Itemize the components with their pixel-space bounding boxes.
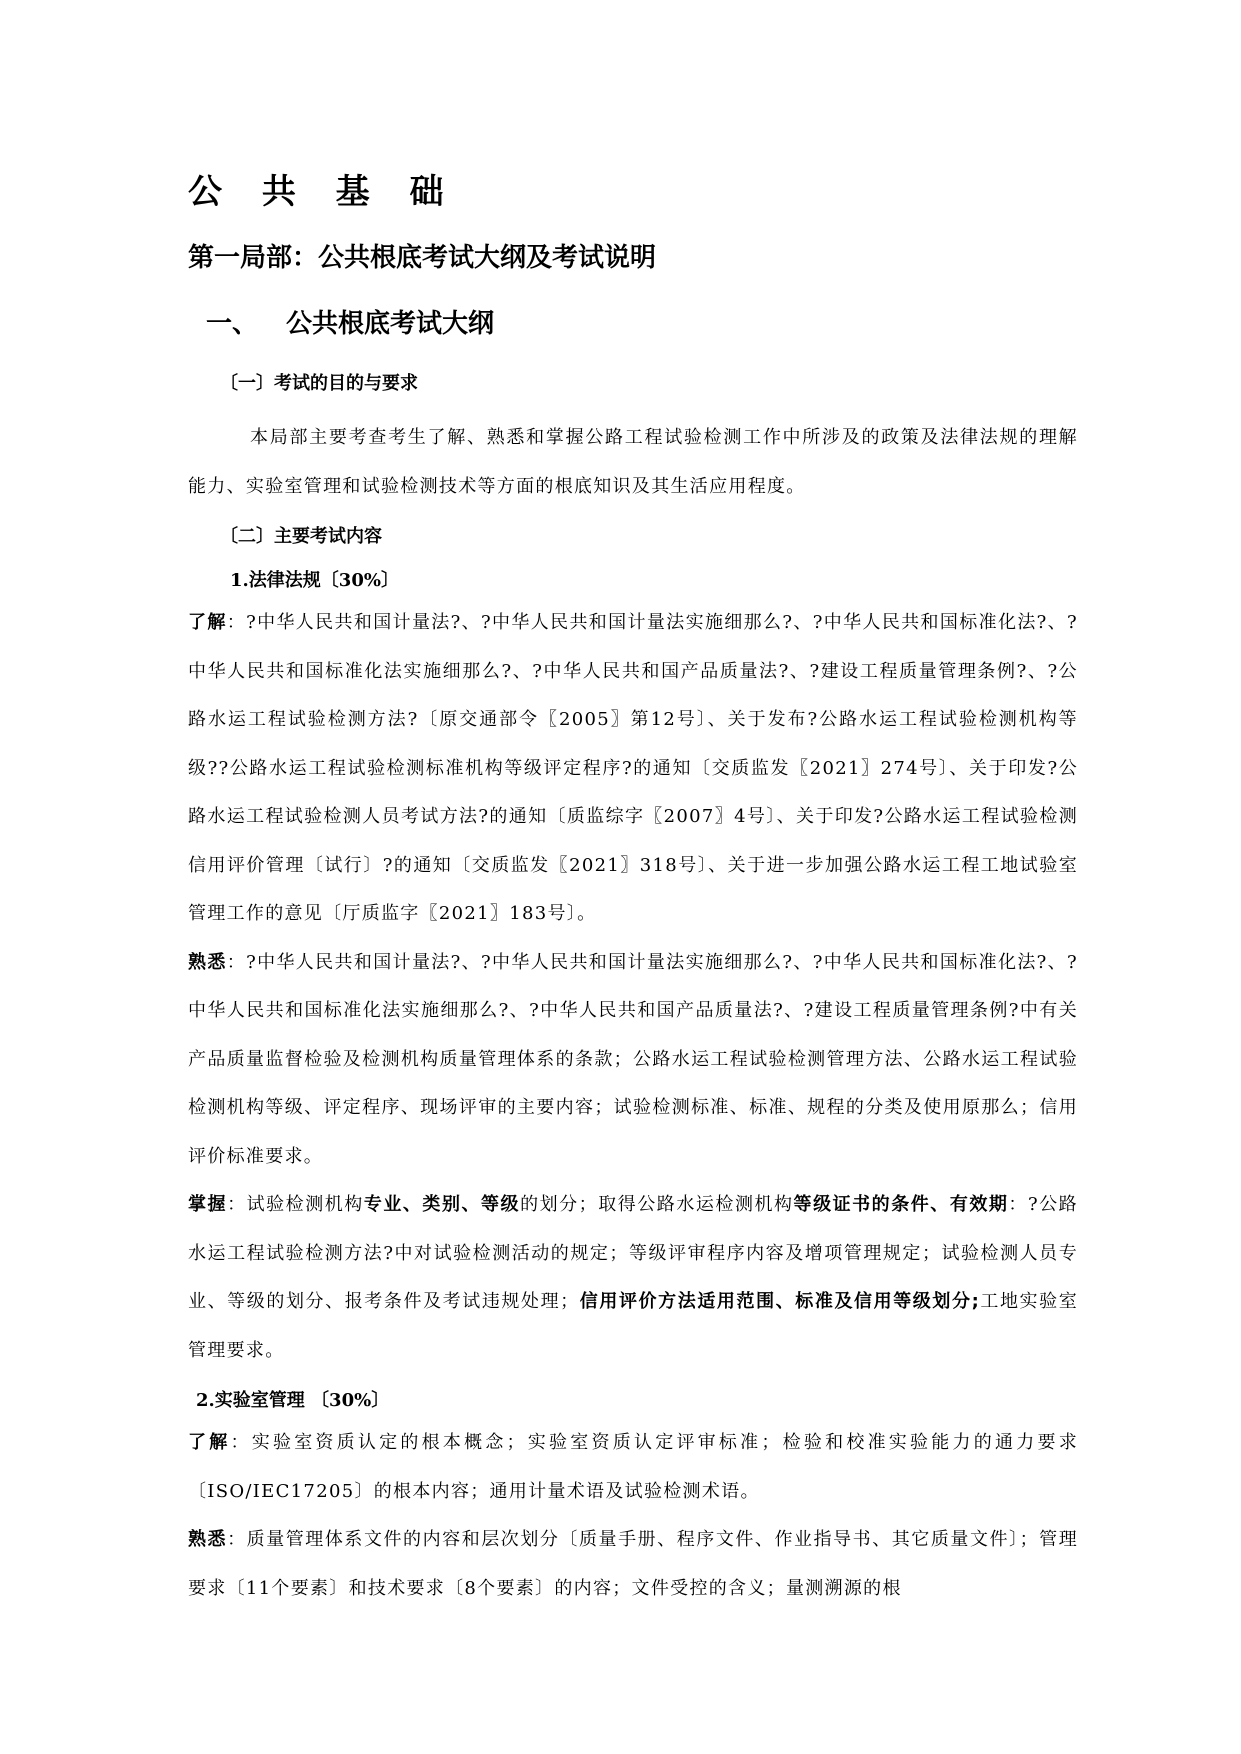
document-page: [188, 150, 1078, 1613]
content-heading: 〔二〕主要考试内容: [220, 526, 382, 547]
lab-understand-text: ：实验室资质认定的根本概念；实验室资质认定评审标准；检验和校准实验能力的通力要求〔ISO/IEC17205〕的根本内容；通用计量术语及试验检测术语。: [188, 1432, 1078, 1502]
law-familiar-label: 熟悉: [188, 951, 227, 973]
lab-understand-label: 了解: [188, 1432, 231, 1453]
lab-heading: 2.实验室管理 〔30%〕: [196, 1390, 390, 1411]
law-understand-paragraph: [188, 599, 1078, 939]
law-master-text-1: ：试验检测机构: [227, 1194, 364, 1215]
law-familiar-text: ：?中华人民共和国计量法?、?中华人民共和国计量法实施细那么?、?中华人民共和国标准化法?、?中华人民共和国标准化法实施细那么?、?中华人民共和国产品质量法?、?建设工程质量管理条例?中有关产品质量监督检验及检测机构质量管理体系的条款；公路水运工程试验检测管理方法、公路水运工程试验检测机构等级、评定程序、现场评审的主要内容；试验检测标准、标准、规程的分类及使用原那么；信用评价标准要求。: [188, 951, 1078, 1167]
law-master-text-3: ：?公路水运工程试验检测方法?中对试验检测活动的规定；等级评审程序内容及增项管理规定；试验检测人员专业、等级的划分、报考条件及考试违规处理；: [188, 1194, 1078, 1312]
law-understand-label: 了解: [188, 612, 227, 633]
part-title: 第一局部：公共根底考试大纲及考试说明: [188, 243, 657, 273]
document-title: 公 共 基 础: [188, 172, 458, 212]
lab-familiar-text: ：质量管理体系文件的内容和层次划分〔质量手册、程序文件、作业指导书、其它质量文件〕；管理要求〔11个要素〕和技术要求〔8个要素〕的内容；文件受控的含义；量测溯源的根: [188, 1529, 1078, 1599]
law-understand-text: ：?中华人民共和国计量法?、?中华人民共和国计量法实施细那么?、?中华人民共和国标准化法?、?中华人民共和国标准化法实施细那么?、?中华人民共和国产品质量法?、?建设工程质量管理条例?、?公路水运工程试验检测方法?〔原交通部令〖2005〗第12号〕、关于发布?公路水运工程试验检测机构等级??公路水运工程试验检测标准机构等级评定程序?的通知〔交质监发〖2021〗274号〕、关于印发?公路水运工程试验检测人员考试方法?的通知〔质监综字〖2007〗4号〕、关于印发?公路水运工程试验检测信用评价管理〔试行〕?的通知〔交质监发〖2021〗318号〕、关于进一步加强公路水运工程工地试验室管理工作的意见〔厅质监字〖2021〗183号〕。: [188, 612, 1078, 924]
law-familiar-paragraph: [188, 939, 1078, 1182]
law-master-bold-2: 等级证书的条件、有效期: [793, 1194, 1009, 1215]
purpose-heading: 〔一〕考试的目的与要求: [220, 373, 418, 394]
law-master-text-4: 工地实验室管理要求。: [188, 1291, 1079, 1361]
law-master-bold-3: 信用评价方法适用范围、标准及信用等级划分;: [579, 1291, 981, 1312]
lab-understand-paragraph: [188, 1419, 1078, 1516]
law-master-text-2: 的划分；取得公路水运检测机构: [520, 1194, 794, 1215]
law-master-label: 掌握: [188, 1194, 228, 1215]
purpose-paragraph: 本局部主要考查考生了解、熟悉和掌握公路工程试验检测工作中所涉及的政策及法律法规的理解能力、实验室管理和试验检测技术等方面的根底知识及其生活应用程度。: [188, 427, 1078, 497]
section-title-text: 公共根底考试大纲: [286, 309, 495, 339]
section-title: [206, 298, 1078, 350]
law-heading: 1.法律法规〔30%〕: [230, 570, 399, 591]
law-master-bold-1: 专业、类别、等级: [363, 1194, 521, 1215]
law-master-paragraph: [188, 1181, 1078, 1375]
lab-familiar-label: 熟悉: [188, 1529, 228, 1550]
section-number: 一、: [206, 309, 259, 339]
lab-familiar-paragraph: [188, 1516, 1078, 1613]
